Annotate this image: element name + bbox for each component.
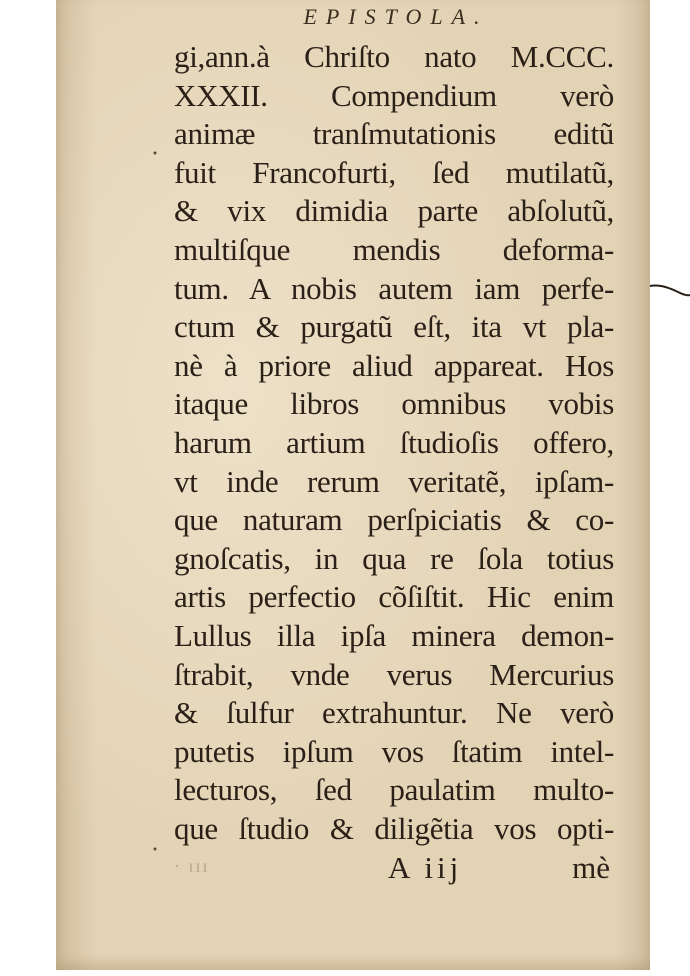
text-line: nè à priore aliud appareat. Hos: [174, 347, 614, 383]
page-footer: [174, 850, 614, 890]
text-line: & ſulfur extrahuntur. Ne verò: [174, 695, 614, 731]
catchword: mè: [572, 850, 610, 885]
page-edge: [654, 0, 690, 970]
text-line: tum. A nobis autem iam perfe-: [174, 270, 614, 306]
signature-mark: A iij: [388, 850, 463, 885]
book-page: [56, 0, 650, 970]
text-line: Lullus illa ipſa minera demon-: [174, 617, 614, 653]
text-line: que ſtudio & diligẽtia vos opti-: [174, 810, 614, 846]
text-line: animæ tranſmutationis editũ: [174, 116, 614, 152]
text-line: fuit Francofurti, ſed mutilatũ,: [174, 154, 614, 190]
text-line: lecturos, ſed paulatim multo-: [174, 772, 614, 808]
margin-dot: [152, 846, 158, 852]
text-line: putetis ipſum vos ſtatim intel-: [174, 733, 614, 769]
text-line: & vix dimidia parte abſolutũ,: [174, 193, 614, 229]
body-text: [174, 38, 614, 848]
bleed-through-mark: · ɪɪɪ: [174, 856, 210, 876]
running-head: EPISTOLA.: [303, 4, 489, 29]
text-line: harum artium ſtudioſis offero,: [174, 424, 614, 460]
text-line: vt inde rerum veritatẽ, ipſam-: [174, 463, 614, 499]
text-line: gnoſcatis, in qua re ſola totius: [174, 540, 614, 576]
text-line: que naturam perſpiciatis & co-: [174, 502, 614, 538]
text-line: multiſque mendis deforma-: [174, 231, 614, 267]
text-line: XXXII. Compendium verò: [174, 77, 614, 113]
text-line: ctum & purgatũ eſt, ita vt pla-: [174, 309, 614, 345]
margin-dot: [152, 150, 158, 156]
text-line: artis perfectio cõſiſtit. Hic enim: [174, 579, 614, 615]
text-line: ſtrabit, vnde verus Mercurius: [174, 656, 614, 692]
text-line: itaque libros omnibus vobis: [174, 386, 614, 422]
text-line: gi,ann.à Chriſto nato M.CCC.: [174, 39, 614, 74]
margin-ink-mark: [648, 280, 690, 300]
